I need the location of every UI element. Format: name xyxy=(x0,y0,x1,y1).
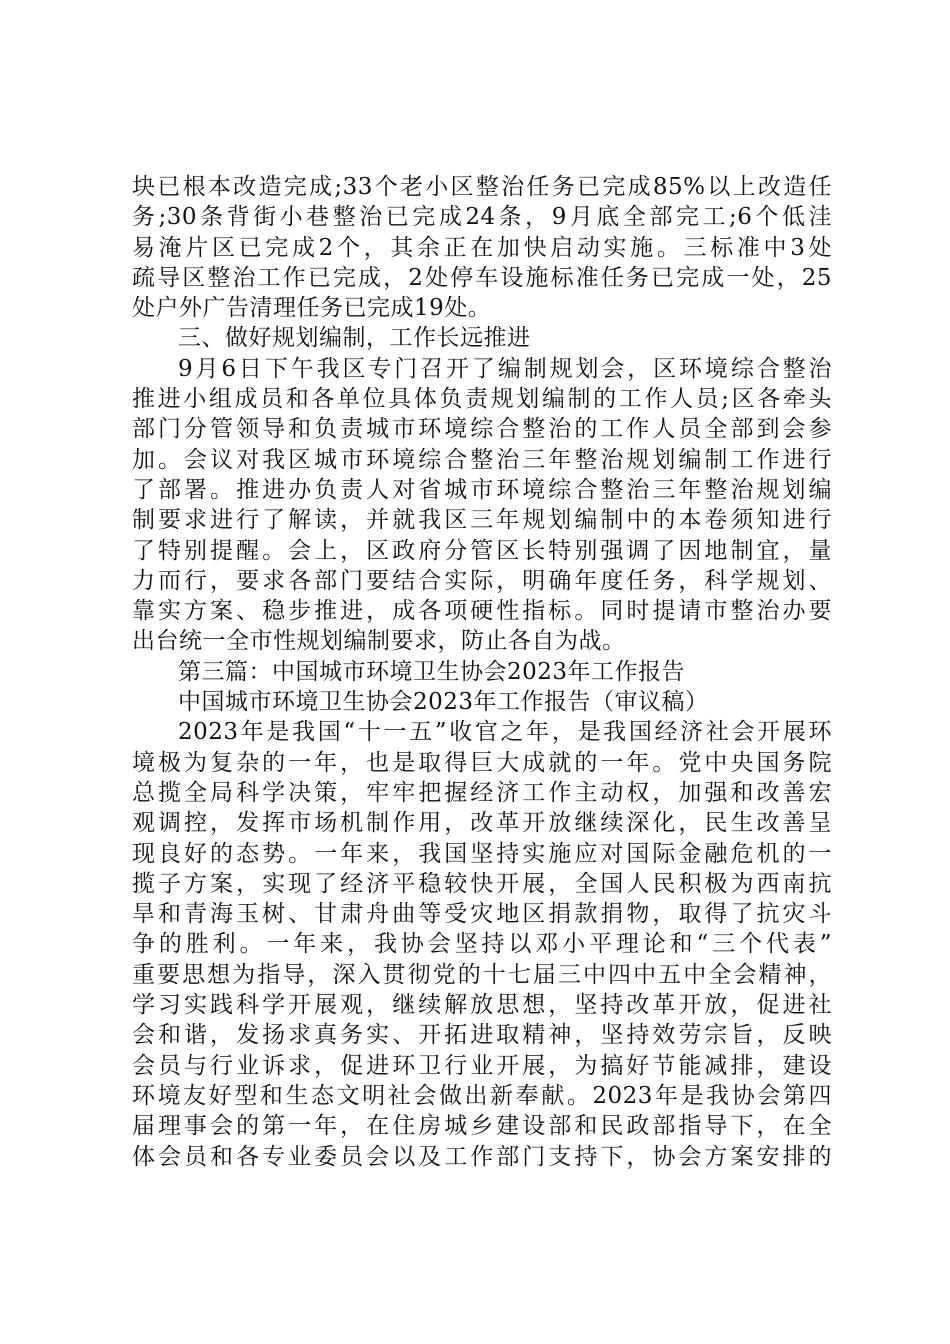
text-line: 处户外广告清理任务已完成19处。 xyxy=(132,295,492,322)
text-line: 了部署。推进办负责人对省城市环境综合整治三年整治规划编 xyxy=(132,476,832,503)
section-heading: 三、做好规划编制，工作长远推进 xyxy=(178,325,531,352)
text-line: 会员与行业诉求，促进环卫行业开展，为搞好节能减排，建设 xyxy=(132,1052,832,1079)
text-line: 了特别提醒。会上，区政府分管区长特别强调了因地制宜，量 xyxy=(132,537,832,564)
text-line: 会和谐，发扬求真务实、开拓进取精神，坚持效劳宗旨，反映 xyxy=(132,1022,832,1049)
chapter-title: 第三篇：中国城市环境卫生协会2023年工作报告 xyxy=(178,658,686,685)
text-line: 揽子方案，实现了经济平稳较快开展，全国人民积极为西南抗 xyxy=(132,870,832,897)
text-line: 争的胜利。一年来，我协会坚持以邓小平理论和“三个代表” xyxy=(132,931,832,958)
text-line: 总揽全局科学决策，牢牢把握经济工作主动权，加强和改善宏 xyxy=(132,779,832,806)
text-line: 易淹片区已完成2个，其余正在加快启动实施。三标准中3处 xyxy=(132,234,832,261)
text-line: 疏导区整治工作已完成，2处停车设施标准任务已完成一处，25 xyxy=(132,264,832,291)
text-line: 制要求进行了解读，并就我区三年规划编制中的本卷须知进行 xyxy=(132,507,832,534)
text-line: 力而行，要求各部门要结合实际，明确年度任务，科学规划、 xyxy=(132,567,832,594)
text-line: 旱和青海玉树、甘肃舟曲等受灾地区捐款捐物，取得了抗灾斗 xyxy=(132,901,832,928)
text-line: 重要思想为指导，深入贯彻党的十七届三中四中五中全会精神， xyxy=(132,961,832,988)
paragraph-start: 2023年是我国“十一五”收官之年，是我国经济社会开展环 xyxy=(178,719,832,746)
text-line: 现良好的态势。一年来，我国坚持实施应对国际金融危机的一 xyxy=(132,840,832,867)
text-line: 块已根本改造完成;33个老小区整治任务已完成85%以上改造任 xyxy=(132,174,832,200)
report-title: 中国城市环境卫生协会2023年工作报告（审议稿） xyxy=(178,689,709,716)
text-line: 环境友好型和生态文明社会做出新奉献。2023年是我协会第四 xyxy=(132,1082,832,1109)
text-line: 观调控，发挥市场机制作用，改革开放继续深化，民生改善呈 xyxy=(132,810,832,837)
text-line: 体会员和各专业委员会以及工作部门支持下，协会方案安排的 xyxy=(132,1143,832,1170)
text-line: 靠实方案、稳步推进，成各项硬性指标。同时提请市整治办要 xyxy=(132,598,832,625)
text-line: 出台统一全市性规划编制要求，防止各自为战。 xyxy=(132,628,626,655)
text-line: 学习实践科学开展观，继续解放思想，坚持改革开放，促进社 xyxy=(132,992,832,1019)
paragraph-start: 9月6日下午我区专门召开了编制规划会，区环境综合整治 xyxy=(178,355,832,382)
text-line: 加。会议对我区城市环境综合整治三年整治规划编制工作进行 xyxy=(132,446,832,473)
text-line: 届理事会的第一年，在住房城乡建设部和民政部指导下，在全 xyxy=(132,1113,832,1140)
text-line: 推进小组成员和各单位具体负责规划编制的工作人员;区各牵头 xyxy=(132,386,832,413)
text-line: 境极为复杂的一年，也是取得巨大成就的一年。党中央国务院 xyxy=(132,749,832,776)
text-line: 务;30条背街小巷整治已完成24条，9月底全部完工;6个低洼 xyxy=(132,204,832,231)
document-body xyxy=(132,172,832,1172)
text-line: 部门分管领导和负责城市环境综合整治的工作人员全部到会参 xyxy=(132,416,832,443)
